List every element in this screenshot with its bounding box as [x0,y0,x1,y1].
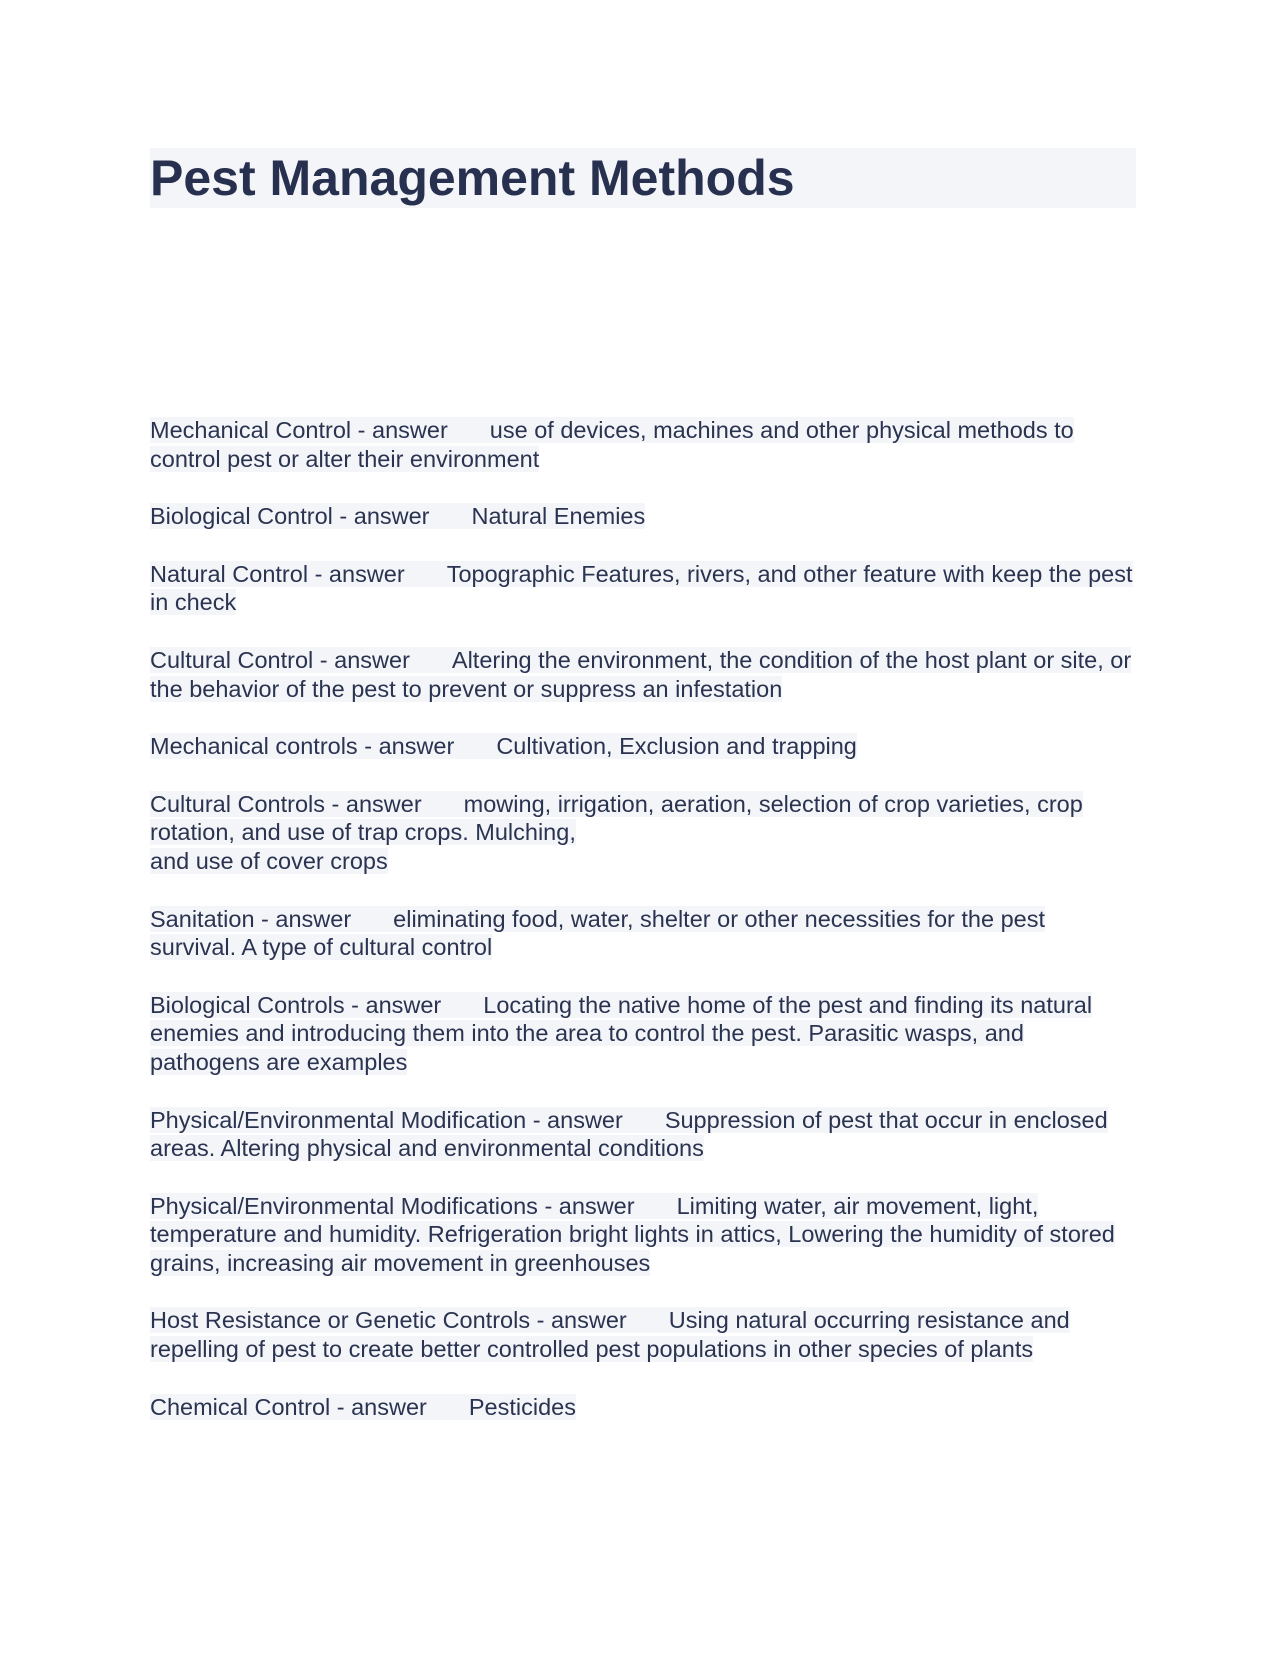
qa-definition: Cultivation, Exclusion and trapping [496,733,857,760]
qa-term: Physical/Environmental Modifications - answer [150,1192,635,1219]
qa-definition: Limiting water, air movement, light, temperature and humidity. Refrigeration bright lights in attics, Lowering the humidity of stored grains, increasing air movement in greenhouses [150,1192,1115,1276]
qa-term: Natural Control - answer [150,560,405,587]
qa-term: Mechanical controls - answer [150,733,455,760]
qa-definition: Topographic Features, rivers, and other feature with keep the pest in check [150,560,1133,616]
qa-term: Host Resistance or Genetic Controls - answer [150,1307,627,1334]
qa-entry-mechanical-controls [150,732,1136,761]
qa-term: Mechanical Control - answer [150,417,448,443]
qa-definition-continuation: and use of cover crops [150,847,388,874]
qa-definition: eliminating food, water, shelter or other necessities for the pest survival. A type of cultural control [150,905,1045,961]
qa-entry-physical-environmental-modification [150,1106,1136,1163]
qa-definition: Locating the native home of the pest and finding its natural enemies and introducing them into the area to control the pest. Parasitic wasps, and pathogens are examples [150,991,1093,1075]
qa-definition: Natural Enemies [471,503,646,530]
document-title: Pest Management Methods [150,148,1136,208]
qa-entry-host-resistance [150,1306,1136,1363]
qa-entry-biological-controls [150,991,1136,1077]
qa-entry-natural-control [150,560,1136,617]
qa-entry-physical-environmental-modifications [150,1192,1136,1278]
qa-entry-sanitation [150,905,1136,962]
qa-list [150,416,1136,1421]
qa-definition: Pesticides [468,1393,576,1420]
qa-definition: Using natural occurring resistance and repelling of pest to create better controlled pest populations in other species of plants [150,1307,1070,1363]
qa-entry-mechanical-control [150,416,1136,473]
qa-entry-cultural-controls [150,790,1136,876]
qa-entry-biological-control [150,502,1136,531]
qa-term: Cultural Controls - answer [150,790,422,817]
qa-term: Physical/Environmental Modification - answer [150,1106,623,1133]
qa-definition: mowing, irrigation, aeration, selection of crop varieties, crop rotation, and use of trap crops. Mulching, [150,790,1083,846]
qa-term: Biological Control - answer [150,503,430,530]
qa-entry-chemical-control [150,1393,1136,1422]
qa-definition: use of devices, machines and other physical methods to control pest or alter their environment [150,417,1074,472]
qa-definition: Altering the environment, the condition of the host plant or site, or the behavior of the pest to prevent or suppress an infestation [150,646,1132,702]
qa-term: Sanitation - answer [150,905,352,932]
qa-entry-cultural-control [150,646,1136,703]
qa-term: Biological Controls - answer [150,991,442,1018]
qa-term: Chemical Control - answer [150,1393,427,1420]
document-page [150,148,1136,1450]
qa-term: Cultural Control - answer [150,646,410,673]
qa-definition: Suppression of pest that occur in enclosed areas. Altering physical and environmental conditions [150,1106,1108,1162]
